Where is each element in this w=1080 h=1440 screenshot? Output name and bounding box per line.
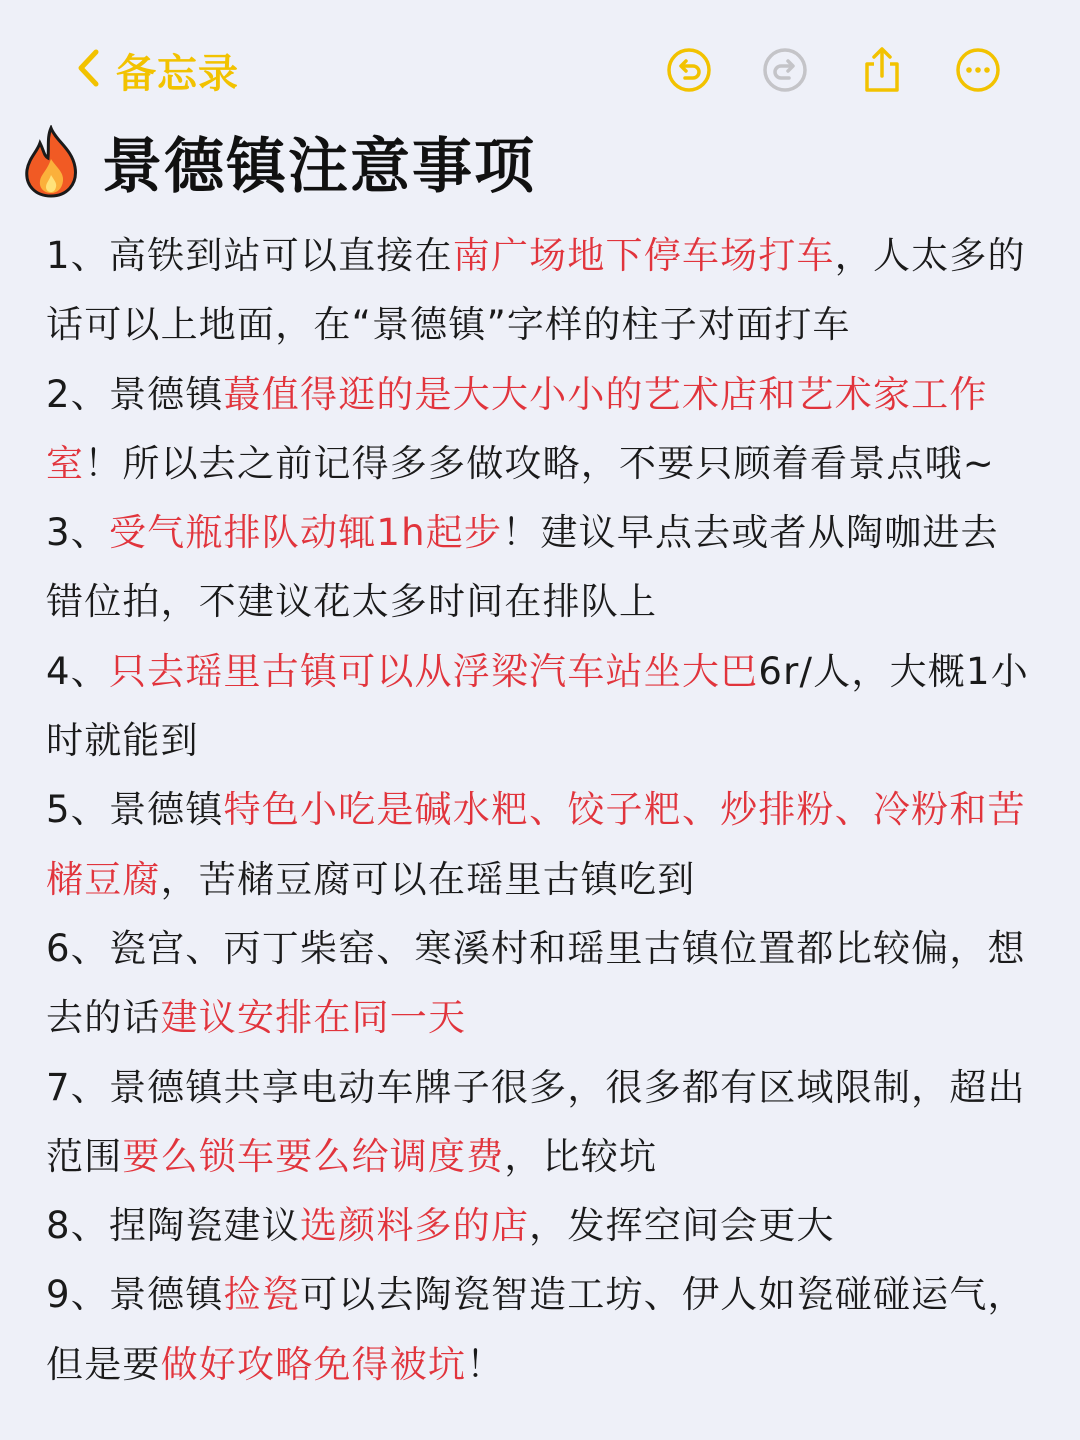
note-item [46, 221, 1036, 360]
more-icon [954, 79, 1002, 98]
highlight-text: 受气瓶排队动辄1h起步 [108, 511, 503, 555]
redo-icon [761, 79, 809, 98]
note-text: 8、捏陶瓷建议 [46, 1204, 300, 1248]
back-chevron-icon [72, 46, 106, 94]
note-item [46, 775, 1036, 914]
highlight-text: 蕞值得逛的是大大小小的艺术店和艺术家工作室 [46, 372, 988, 485]
note-title-row [20, 122, 536, 202]
note-item [46, 1260, 1036, 1399]
note-text: ，人太多的话可以上地面，在“景德镇”字样的柱子对面打车 [46, 234, 1026, 347]
note-item [46, 1191, 1036, 1260]
highlight-text: 做好攻略免得被坑 [160, 1342, 467, 1386]
highlight-text: 只去瑶里古镇可以从浮梁汽车站坐大巴 [108, 649, 759, 693]
highlight-text: 建议安排在同一天 [160, 996, 467, 1040]
note-item [46, 637, 1036, 776]
notes-toolbar [0, 0, 1080, 130]
fire-icon [20, 125, 82, 199]
note-text: 2、景德镇 [46, 372, 224, 416]
note-text: 5、景德镇 [46, 788, 224, 832]
highlight-text: 特色小吃是碱水粑、饺子粑、炒排粉、冷粉和苦槠豆腐 [46, 788, 1026, 901]
note-text: ！ [466, 1342, 505, 1386]
note-item [46, 360, 1036, 499]
note-text: 6r/人，大概1小时就能到 [46, 649, 1029, 763]
note-text: 1、高铁到站可以直接在 [46, 234, 453, 277]
share-icon [858, 79, 906, 98]
undo-button[interactable] [665, 46, 713, 94]
highlight-text: 选颜料多的店 [299, 1204, 530, 1248]
undo-icon [665, 79, 713, 98]
note-text: 可以去陶瓷智造工坊、伊人如瓷碰碰运气，但是要 [46, 1273, 1026, 1386]
note-item [46, 1053, 1036, 1192]
highlight-text: 南广场地下停车场打车 [452, 234, 835, 277]
note-text: 6、瓷宫、丙丁柴窑、寒溪村和瑶里古镇位置都比较偏，想去的话 [46, 926, 1026, 1040]
note-text: ！所以去之前记得多多做攻略，不要只顾着看景点哦~ [84, 441, 996, 485]
note-title: 景德镇注意事项 [102, 132, 536, 202]
more-button[interactable] [954, 46, 1002, 94]
highlight-text: 要么锁车要么给调度费 [122, 1134, 505, 1178]
note-text: 3、 [46, 511, 109, 555]
note-text: ，苦槠豆腐可以在瑶里古镇吃到 [160, 857, 696, 901]
note-text: ，比较坑 [504, 1134, 658, 1178]
note-body[interactable] [46, 221, 1036, 1399]
back-label: 备忘录 [116, 50, 239, 97]
redo-button[interactable] [761, 46, 809, 94]
note-text: 7、景德镇共享电动车牌子很多，很多都有区域限制，超出范围 [46, 1065, 1026, 1178]
note-text: ，发挥空间会更大 [529, 1204, 835, 1248]
note-item [46, 914, 1036, 1053]
highlight-text: 捡瓷 [223, 1273, 300, 1317]
note-item [46, 498, 1036, 637]
share-button[interactable] [858, 46, 906, 94]
note-text: 4、 [46, 649, 109, 693]
note-text: 9、景德镇 [46, 1273, 224, 1317]
note-text: ！建议早点去或者从陶咖进去错位拍，不建议花太多时间在排队上 [46, 511, 999, 624]
back-button[interactable] [72, 44, 239, 96]
